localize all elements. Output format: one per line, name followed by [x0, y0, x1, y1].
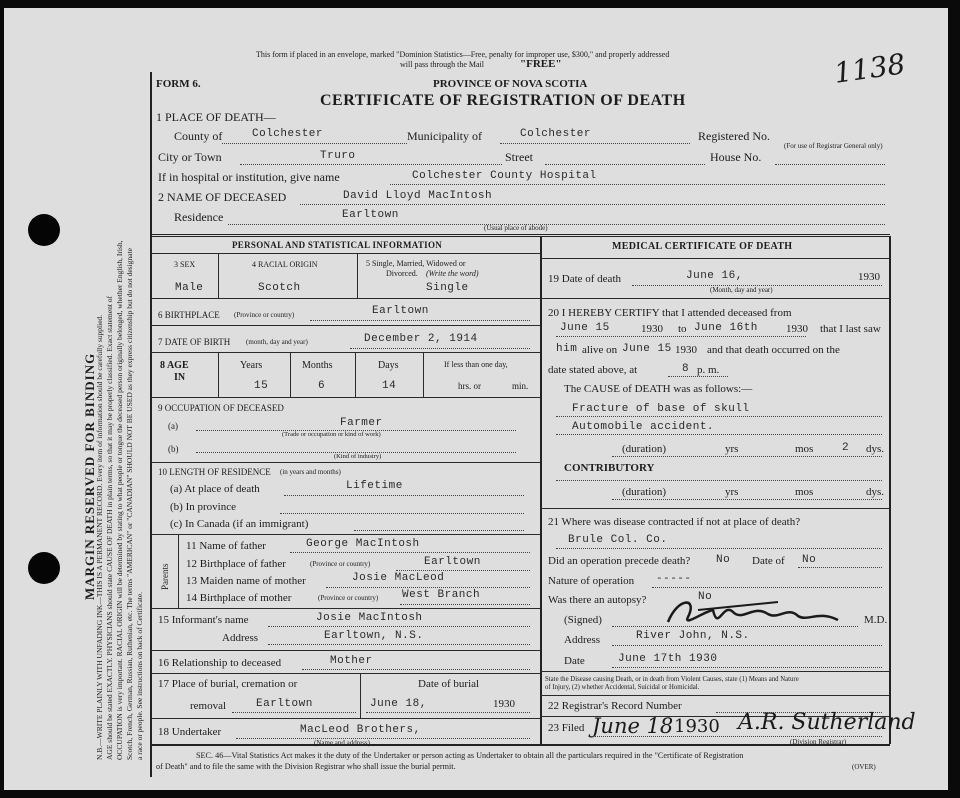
- date-of-death-label: 19 Date of death: [548, 273, 621, 285]
- attended-to: June 16th: [694, 322, 758, 334]
- date-of-death-hint: (Month, day and year): [710, 286, 773, 294]
- registered-no-label: Registered No.: [698, 129, 770, 143]
- sex-label: 3 SEX: [174, 260, 196, 269]
- cause-line-2: Automobile accident.: [572, 421, 715, 433]
- duration-mos-2: mos: [795, 486, 814, 498]
- burial-date-label: Date of burial: [418, 678, 480, 690]
- form-left-border: [150, 72, 152, 777]
- hrs-label: hrs. or: [458, 381, 481, 391]
- marital-label-2: Divorced.: [386, 269, 418, 278]
- autopsy-value: No: [698, 591, 713, 603]
- dob-label: 7 DATE OF BIRTH: [158, 337, 231, 347]
- at-place-value: Lifetime: [346, 480, 403, 492]
- occupation-hint: (Trade or occupation or kind of work): [282, 431, 381, 438]
- occupation-label: 9 OCCUPATION OF DECEASED: [158, 403, 284, 413]
- death-hour: 8: [682, 363, 690, 375]
- house-no-label: House No.: [710, 150, 762, 164]
- cause-label: The CAUSE of DEATH was as follows:—: [564, 383, 753, 395]
- mail-notice-line2: will pass through the Mail: [400, 60, 484, 69]
- informant-value: Josie MacIntosh: [316, 612, 423, 624]
- registrar-signature: A.R. Sutherland: [738, 710, 916, 735]
- duration-dys-1: dys.: [866, 443, 885, 455]
- mother-name-value: Josie MacLeod: [352, 572, 445, 584]
- alive-on-label: alive on: [582, 344, 618, 356]
- min-label: min.: [512, 381, 529, 391]
- city-value: Truro: [320, 150, 356, 162]
- informant-address-value: Earltown, N.S.: [324, 630, 424, 642]
- length-residence-hint: (in years and months): [280, 468, 341, 476]
- nature-value: -----: [656, 573, 692, 585]
- burial-place-value: Earltown: [256, 698, 313, 710]
- informant-label: 15 Informant's name: [158, 614, 249, 626]
- operation-value: No: [716, 554, 731, 566]
- violent-note-2: of Injury, (2) whether Accidental, Suicidal or Homicidal.: [545, 684, 700, 691]
- in-canada-label: (c) In Canada (if an immigrant): [170, 518, 309, 530]
- undertaker-label: 18 Undertaker: [158, 726, 222, 738]
- md-label: M.D.: [864, 614, 888, 626]
- father-name-value: George MacIntosh: [306, 538, 420, 550]
- racial-origin-label: 4 RACIAL ORIGIN: [252, 260, 318, 269]
- city-label: City or Town: [158, 150, 222, 164]
- attended-to-year: 1930: [786, 323, 808, 335]
- date-of-value: No: [802, 554, 817, 566]
- mother-birthplace-hint: (Province or country): [318, 594, 379, 602]
- registrar-record-label: 22 Registrar's Record Number: [548, 700, 682, 712]
- attended-from: June 15: [560, 322, 610, 334]
- county-value: Colchester: [252, 128, 324, 140]
- attended-from-year: 1930: [641, 323, 663, 335]
- duration-label-2: (duration): [622, 486, 666, 498]
- parents-label: Parents: [160, 563, 170, 590]
- binding-hole-bottom: [28, 552, 60, 584]
- signed-label: (Signed): [564, 614, 602, 626]
- mother-name-label: 13 Maiden name of mother: [186, 575, 306, 587]
- hospital-label: If in hospital or institution, give name: [158, 170, 340, 184]
- sex-value: Male: [175, 282, 204, 294]
- margin-title: MARGIN RESERVED FOR BINDING: [82, 352, 97, 600]
- mail-notice-line1: This form if placed in an envelope, marked "Dominion Statistics—Free, penalty for improper use, $300," and properly addressed: [256, 50, 670, 59]
- birthplace-hint: (Province or country): [234, 311, 295, 319]
- county-label: County of: [174, 129, 223, 143]
- birthplace-label: 6 BIRTHPLACE: [158, 310, 220, 320]
- undertaker-hint: (Name and address): [314, 739, 370, 747]
- footer-line-1: SEC. 46—Vital Statistics Act makes it the duty of the Undertaker or person acting as Undertaker to obtain all the particulars required in the "Certificate of Registration: [196, 751, 744, 760]
- contracted-label: 21 Where was disease contracted if not at place of death?: [548, 516, 801, 528]
- dob-value: December 2, 1914: [364, 333, 478, 345]
- alive-on-value: June 15: [622, 343, 672, 355]
- death-pm: p. m.: [697, 364, 720, 376]
- months-value: 6: [318, 380, 326, 392]
- residence-value: Earltown: [342, 209, 399, 221]
- contracted-value: Brule Col. Co.: [568, 534, 668, 546]
- registrar-general-note: (For use of Registrar General only): [784, 142, 883, 150]
- racial-origin-value: Scotch: [258, 282, 301, 294]
- autopsy-label: Was there an autopsy?: [548, 594, 647, 606]
- father-birthplace-hint: (Province or country): [310, 560, 371, 568]
- date-of-death-year: 1930: [858, 271, 880, 283]
- father-birthplace-label: 12 Birthplace of father: [186, 558, 286, 570]
- days-value: 14: [382, 380, 397, 392]
- filed-label: 23 Filed: [548, 722, 585, 734]
- certify-label: 20 I HEREBY CERTIFY that I attended deceased from: [548, 307, 792, 319]
- informant-address-label: Address: [222, 632, 259, 644]
- footer-line-2: of Death" and to file the same with the Division Registrar who shall issue the burial permit.: [156, 762, 456, 771]
- days-label: Days: [378, 360, 399, 371]
- industry-hint: (Kind of industry): [334, 453, 382, 460]
- certificate-title: CERTIFICATE OF REGISTRATION OF DEATH: [320, 92, 686, 109]
- years-value: 15: [254, 380, 269, 392]
- years-label: Years: [240, 360, 263, 371]
- filed-date: June 18: [592, 714, 674, 738]
- occupation-value: Farmer: [340, 417, 383, 429]
- duration-label-1: (duration): [622, 443, 666, 455]
- alive-on-year: 1930: [675, 344, 697, 356]
- burial-label-1: 17 Place of burial, cremation or: [158, 678, 298, 690]
- date-of-label: Date of: [752, 555, 785, 567]
- deceased-name: David Lloyd MacIntosh: [343, 190, 493, 202]
- date-stated-label: date stated above, at: [548, 364, 638, 376]
- in-province-label: (b) In province: [170, 501, 236, 513]
- name-of-deceased-label: 2 NAME OF DECEASED: [158, 190, 287, 204]
- relationship-value: Mother: [330, 655, 373, 667]
- place-of-death-label: 1 PLACE OF DEATH—: [156, 110, 276, 124]
- father-name-label: 11 Name of father: [186, 540, 266, 552]
- physician-address-label: Address: [564, 634, 601, 646]
- margin-note-1: N.B.—WRITE PLAINLY WITH UNFADING INK—THIS IS A PERMANENT RECORD. Every item of information should be carefully supplied.: [95, 314, 104, 760]
- age-label-1: 8 AGE: [160, 360, 189, 371]
- marital-hint: (Write the word): [426, 269, 479, 278]
- mother-birthplace-value: West Branch: [402, 589, 481, 601]
- dob-hint: (month, day and year): [246, 338, 308, 346]
- violent-note-1: State the Disease causing Death, or in death from Violent Causes, state (1) Means and Nature: [545, 676, 799, 683]
- birthplace-value: Earltown: [372, 305, 429, 317]
- residence-label: Residence: [174, 210, 224, 224]
- margin-note-2: AGE should be stated EXACTLY. PHYSICIANS should state CAUSE OF DEATH in plain terms, so that it may be properly classified. Exact statement of: [105, 295, 114, 760]
- margin-note-5: a race or people. See instructions on back of Certificate.: [135, 591, 144, 760]
- occupation-b: (b): [168, 444, 179, 454]
- medical-heading: MEDICAL CERTIFICATE OF DEATH: [612, 241, 793, 252]
- date-of-death-value: June 16,: [686, 270, 743, 282]
- residence-note: (Usual place of abode): [484, 224, 548, 232]
- margin-note-3: OCCUPATION is very important. RACIAL ORIGIN will be determined by stating to what people or tongue the deceased person originally belonged, whether English, Irish,: [115, 240, 124, 760]
- him-value: him: [556, 343, 578, 355]
- sign-date-label: Date: [564, 655, 585, 667]
- nature-label: Nature of operation: [548, 575, 635, 587]
- province: PROVINCE OF NOVA SCOTIA: [433, 78, 588, 90]
- physician-address-value: River John, N.S.: [636, 630, 750, 642]
- marital-label-1: 5 Single, Married, Widowed or: [366, 259, 466, 268]
- burial-date-value: June 18,: [370, 698, 427, 710]
- death-occurred-label: and that death occurred on the: [707, 344, 840, 356]
- duration-yrs-1: yrs: [725, 443, 739, 455]
- hospital-value: Colchester County Hospital: [412, 170, 597, 182]
- duration-days-value: 2: [842, 442, 850, 454]
- division-registrar-label: (Division Registrar): [790, 738, 847, 746]
- cause-line-1: Fracture of base of skull: [572, 403, 750, 415]
- binding-hole-top: [28, 214, 60, 246]
- months-label: Months: [302, 360, 333, 371]
- last-saw-label: that I last saw: [820, 323, 881, 335]
- duration-dys-2: dys.: [866, 486, 885, 498]
- father-birthplace-value: Earltown: [424, 556, 481, 568]
- relationship-label: 16 Relationship to deceased: [158, 657, 282, 669]
- handwritten-number: 1138: [832, 47, 908, 90]
- sign-date-value: June 17th 1930: [618, 653, 718, 665]
- free-mark: "FREE": [520, 58, 562, 70]
- duration-mos-1: mos: [795, 443, 814, 455]
- at-place-label: (a) At place of death: [170, 483, 260, 495]
- duration-yrs-2: yrs: [725, 486, 739, 498]
- street-label: Street: [505, 150, 533, 164]
- operation-label: Did an operation precede death?: [548, 555, 691, 567]
- contributory-label: CONTRIBUTORY: [564, 462, 655, 474]
- burial-label-2: removal: [190, 700, 227, 712]
- age-label-2: IN: [174, 372, 186, 383]
- municipality-label: Municipality of: [407, 129, 482, 143]
- burial-year: 1930: [493, 698, 515, 710]
- personal-heading: PERSONAL AND STATISTICAL INFORMATION: [232, 240, 443, 250]
- marital-value: Single: [426, 282, 469, 294]
- less-than-day-label: If less than one day,: [444, 360, 508, 369]
- form-number: FORM 6.: [156, 78, 201, 90]
- municipality-value: Colchester: [520, 128, 592, 140]
- over-label: (OVER): [852, 763, 876, 771]
- margin-note-4: Scotch, French, German, Russian, Ruthenian, etc. The terms "AMERICAN" or "CANADIAN" SHOULD NOT BE USED as they express citizenship but do not designate: [125, 248, 134, 760]
- length-residence-label: 10 LENGTH OF RESIDENCE: [158, 467, 271, 477]
- filed-year: 1930: [674, 716, 720, 737]
- to-label: to: [678, 323, 687, 335]
- mother-birthplace-label: 14 Birthplace of mother: [186, 592, 292, 604]
- occupation-a: (a): [168, 421, 178, 431]
- undertaker-value: MacLeod Brothers,: [300, 724, 421, 736]
